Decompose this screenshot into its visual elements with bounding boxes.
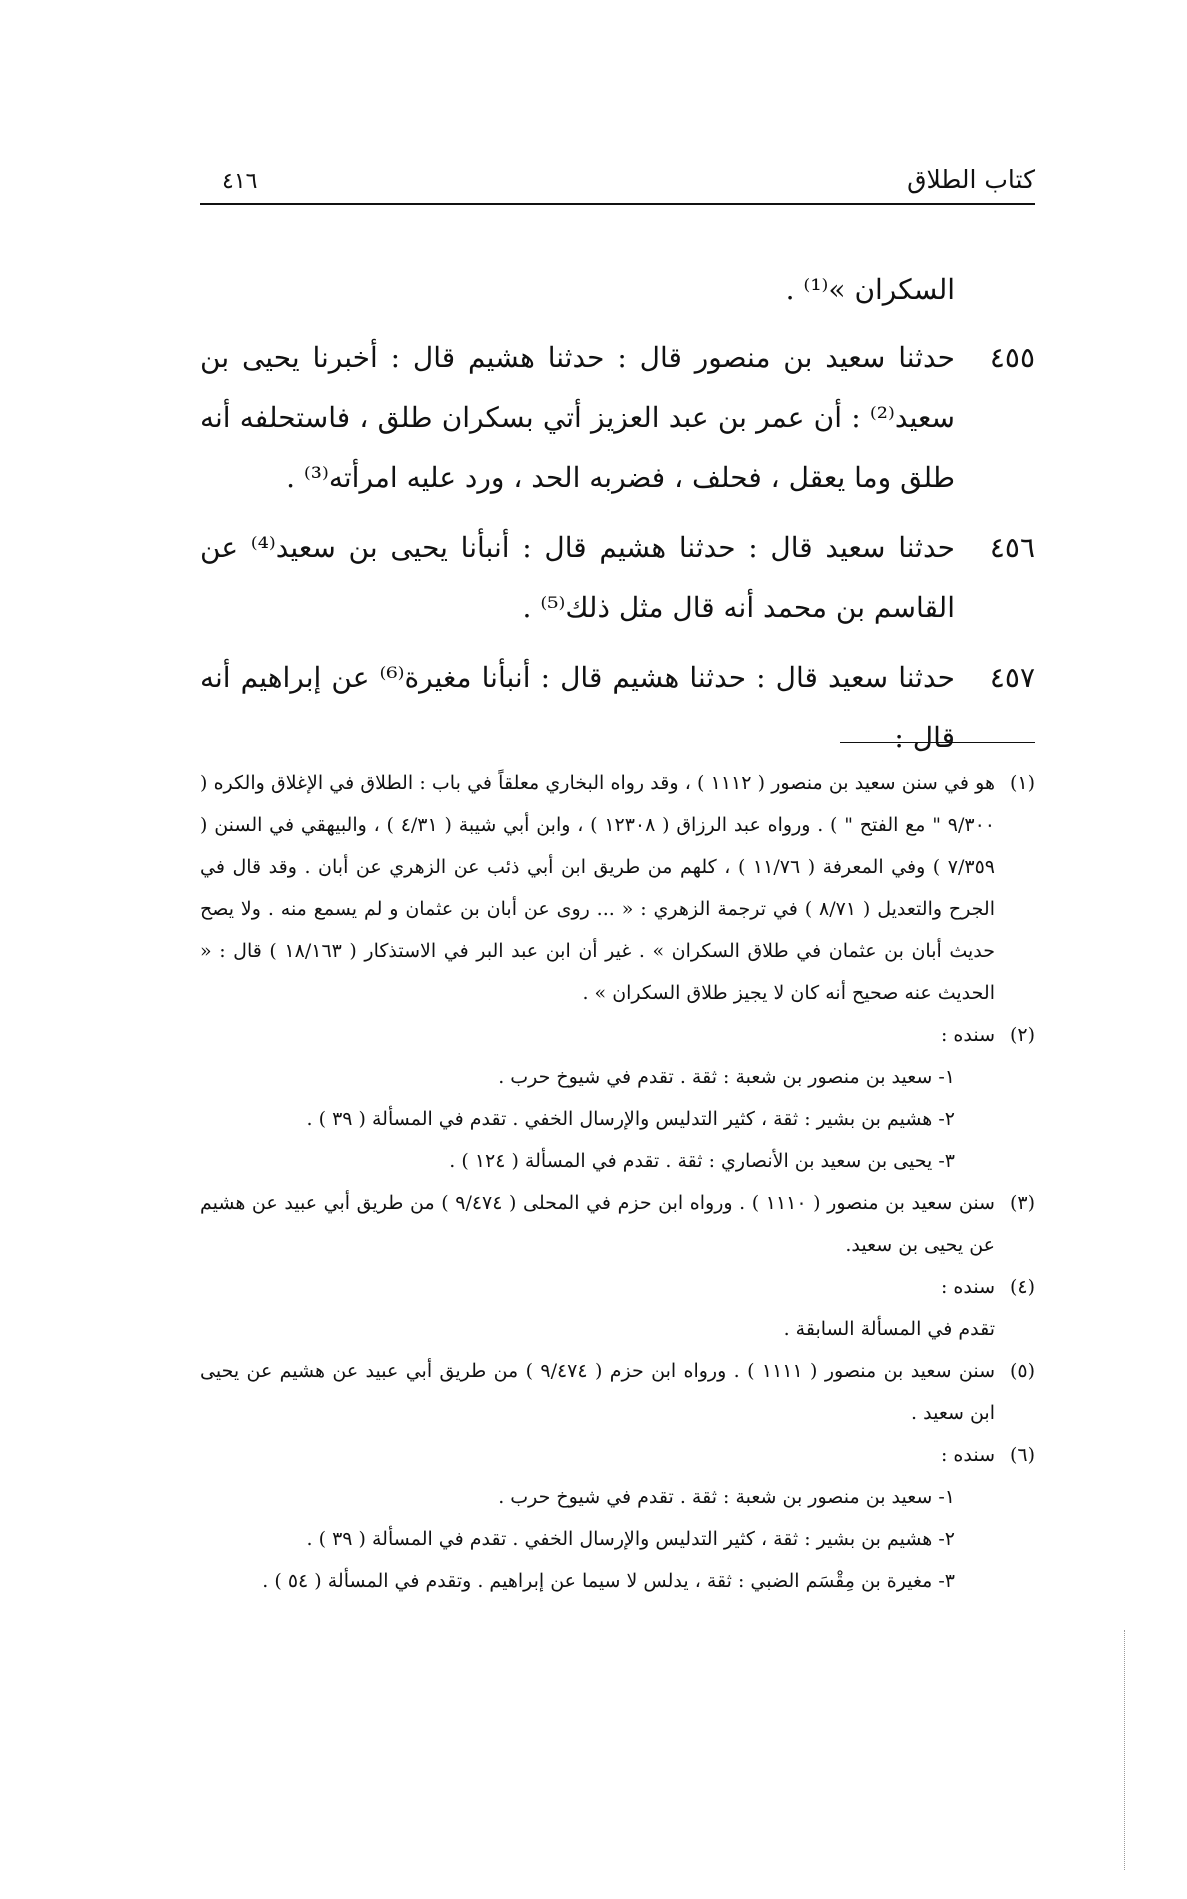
footnote-number: (٤): [1009, 1276, 1035, 1298]
footnote-4: [200, 1266, 1035, 1350]
footnote-subitem: ٣- مغيرة بن مِقْسَم الضبي : ثقة ، يدلس لا سيما عن إبراهيم . وتقدم في المسألة ( ٥٤ ) .: [262, 1570, 955, 1592]
scan-margin-mark: [1124, 1630, 1125, 1870]
footnote-subitem: ٣- يحيى بن سعيد بن الأنصاري : ثقة . تقدم في المسألة ( ١٢٤ ) .: [449, 1150, 955, 1172]
footnote-2: [200, 1014, 1035, 1182]
footnote-text: هو في سنن سعيد بن منصور ( ١١١٢ ) ، وقد رواه البخاري معلقاً في باب : الطلاق في الإغلاق والكره ( ٩/٣٠٠ " مع الفتح " ) . ورواه عبد الرزاق ( ١٢٣٠٨ ) ، وابن أبي شيبة ( ٤/٣١ ) ، والبيهقي في السنن ( ٧/٣٥٩ ) وفي المعرفة ( ١١/٧٦ ) ، كلهم من طريق ابن أبي ذئب عن الزهري عن أبان . وقد قال في الجرح والتعديل ( ٨/٧١ ) في ترجمة الزهري : « ... روى عن أبان بن عثمان و لم يسمع منه . ولا يصح حديث أبان بن عثمان في طلاق السكران » . غير أن ابن عبد البر في الاستذكار ( ١٨/١٦٣ ) قال : « الحديث عنه صحيح أنه كان لا يجيز طلاق السكران » .: [200, 772, 996, 1004]
paragraph-455: [200, 328, 1035, 508]
footnote-number: (٦): [1009, 1444, 1035, 1466]
footnote-text: سنده :: [940, 1276, 995, 1298]
paragraph-text: حدثنا سعيد بن منصور قال : حدثنا هشيم قال : أخبرنا يحيى بن سعيد⁽²⁾ : أن عمر بن عبد العزيز أتي بسكران طلق ، فاستحلفه أنه طلق وما يعقل ، فحلف ، فضربه الحد ، ورد عليه امرأته⁽³⁾ .: [200, 341, 955, 494]
paragraph-number: ٤٥٥: [989, 341, 1035, 374]
footnote-subitem: تقدم في المسألة السابقة .: [783, 1318, 995, 1340]
footnote-subitem: ٢- هشيم بن بشير : ثقة ، كثير التدليس والإرسال الخفي . تقدم في المسألة ( ٣٩ ) .: [306, 1528, 955, 1550]
footnote-number: (٢): [1009, 1024, 1035, 1046]
page-number: ٤١٦: [222, 169, 258, 194]
footnote-number: (١): [1009, 772, 1035, 794]
footnote-subitem: ١- سعيد بن منصور بن شعبة : ثقة . تقدم في شيوخ حرب .: [498, 1066, 955, 1088]
footnote-separator: [840, 742, 1035, 743]
main-text: [200, 260, 1035, 778]
footnote-sublist: [200, 1476, 995, 1602]
running-header: [200, 165, 1035, 205]
footnote-subitem: ١- سعيد بن منصور بن شعبة : ثقة . تقدم في شيوخ حرب .: [498, 1486, 955, 1508]
footnote-text: سنن سعيد بن منصور ( ١١١٠ ) . ورواه ابن حزم في المحلى ( ٩/٤٧٤ ) من طريق أبي عبيد عن هشيم عن يحيى بن سعيد.: [200, 1192, 995, 1256]
footnote-text: سنده :: [940, 1444, 995, 1466]
chapter-title: كتاب الطلاق: [907, 165, 1035, 194]
footnote-1: [200, 762, 1035, 1014]
footnote-text: سنن سعيد بن منصور ( ١١١١ ) . ورواه ابن حزم ( ٩/٤٧٤ ) من طريق أبي عبيد عن هشيم عن يحيى ابن سعيد .: [200, 1360, 995, 1424]
footnote-subitem: ٢- هشيم بن بشير : ثقة ، كثير التدليس والإرسال الخفي . تقدم في المسألة ( ٣٩ ) .: [306, 1108, 955, 1130]
footnote-3: [200, 1182, 1035, 1266]
paragraph-number: ٤٥٧: [989, 661, 1035, 694]
footnote-number: (٣): [1009, 1192, 1035, 1214]
paragraph-456: [200, 518, 1035, 638]
footnote-5: [200, 1350, 1035, 1434]
header-rule: [200, 203, 1035, 205]
paragraph-text: حدثنا سعيد قال : حدثنا هشيم قال : أنبأنا مغيرة⁽⁶⁾ عن إبراهيم أنه قال :: [200, 661, 955, 754]
footnotes: [200, 762, 1035, 1602]
continuation-line: السكران »⁽¹⁾ .: [785, 273, 955, 306]
paragraph-text: حدثنا سعيد قال : حدثنا هشيم قال : أنبأنا يحيى بن سعيد⁽⁴⁾ عن القاسم بن محمد أنه قال مثل ذلك⁽⁵⁾ .: [200, 531, 955, 624]
paragraph-457: [200, 648, 1035, 768]
footnote-sublist: [200, 1056, 995, 1182]
footnote-text: سنده :: [940, 1024, 995, 1046]
footnote-6: [200, 1434, 1035, 1602]
footnote-number: (٥): [1009, 1360, 1035, 1382]
paragraph-number: ٤٥٦: [989, 531, 1035, 564]
